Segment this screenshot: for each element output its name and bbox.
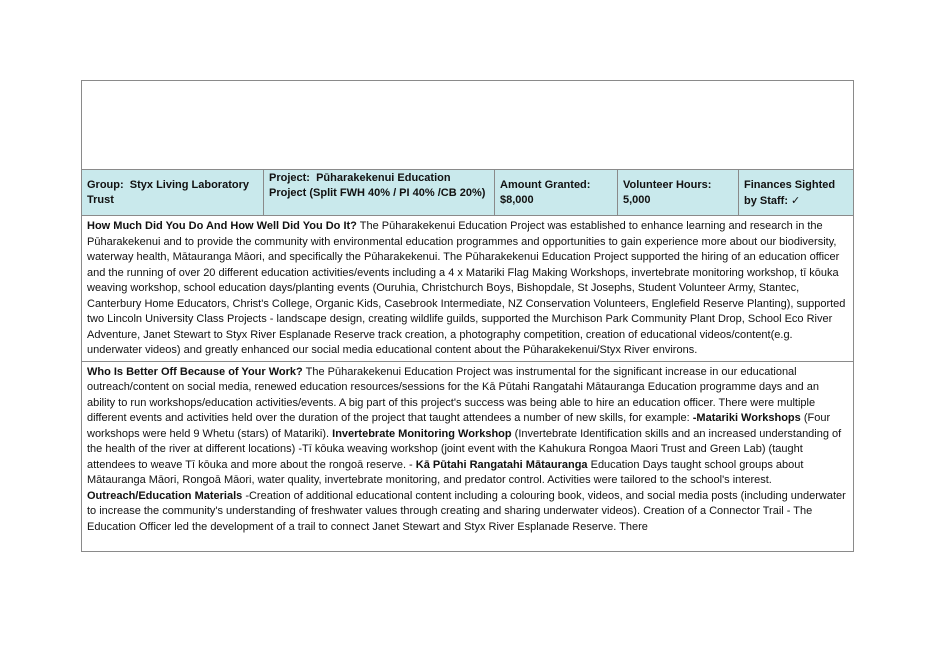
- project-text: Project: Pūharakekenui Education Project (Split FWH 40% / PI 40% /CB 20%): [269, 172, 486, 199]
- how-much-heading: How Much Did You Do And How Well Did You Do It?: [87, 220, 357, 232]
- invertebrate-workshop-label: Invertebrate Monitoring Workshop: [332, 427, 512, 440]
- group-text: Group: Styx Living Laboratory Trust: [87, 179, 249, 206]
- amount-text: Amount Granted: $8,000: [500, 179, 591, 206]
- better-off-text-3: (Invertebrate Identification skills and an increased understanding of the health of the river at different locations) -Tī kōuka weaving workshop (joint event with the Kahukura Rongoa Maori Trust and Green Lab) (taught attendees to weave Tī kōuka and more about the rongoā reserve. -: [87, 427, 842, 471]
- blank-header-area: [82, 81, 853, 170]
- finances-text: Finances Sighted by Staff: ✓: [744, 178, 836, 207]
- amount-cell: [495, 170, 618, 215]
- how-much-section: [82, 216, 853, 362]
- project-cell: [264, 170, 495, 215]
- report-table: [81, 80, 854, 552]
- how-much-text: The Pūharakekenui Education Project was established to enhance learning and research in the Pūharakekenui and to provide the community with environmental education programmes and opportunities to gain experience more about our biodiversity, waterway health, Mātauranga Māori, and specifically the Pūharakekenui. The Pūharakekenui Education Project supported the hiring of an education officer and the running of over 20 different education activities/events including a 4 x Matariki Flag Making Workshops, invertebrate monitoring workshop, tī kōuka weaving workshop, school education days/planting events (Ouruhia, Christchurch Boys, Bishopdale, St Josephs, Student Volunteer Army, Stantec, Canterbury Home Educators, Christ's College, Organic Kids, Casebrook Intermediate, NZ Conservation Volunteers, Englefield Reserve Planting), supported two Lincoln University Class Projects - landscape design, creating wildlife guilds, supported the Murchison Park Community Plant Drop, School Eco River Adventure, Janet Stewart to Styx River Esplanade Reserve track creation, a photography competition, creation of educational videos/content(e.g. underwater videos) and greatly enhanced our social media educational content about the Pūharakekenui/Styx River environs.: [87, 220, 846, 356]
- finances-cell: [739, 170, 853, 215]
- better-off-text-5: -Creation of additional educational content including a colouring book, videos, and social media posts (including underwater to increase the community's understanding of freshwater values through creating and sharing underwater videos). Creation of a Connector Trail - The Education Officer led the development of a trail to connect Janet Stewart and Styx River Esplanade Reserve. There: [87, 489, 846, 533]
- matariki-workshops-label: -Matariki Workshops: [692, 412, 801, 424]
- ka-putahi-label: Kā Pūtahi Rangatahi Mātauranga: [415, 458, 588, 471]
- better-off-section: [82, 362, 853, 538]
- volunteer-cell: [618, 170, 739, 215]
- better-off-text-2: (Four workshops were held 9 Whetu (stars) of Matariki).: [87, 412, 831, 440]
- group-cell: [82, 170, 264, 215]
- better-off-text-1: The Pūharakekenui Education Project was instrumental for the significant increase in our educational outreach/content on social media, renewed education resources/sessions for the Kā Pūtahi Rangatahi Mātauranga Education programme days and an ability to run workshops/education activities/events. A big part of this project's success was being able to hire an education officer. There were multiple different events and activities held over the duration of the project that taught attendees a number of new skills, for example:: [87, 365, 819, 424]
- summary-header-row: [82, 170, 853, 216]
- better-off-heading: Who Is Better Off Because of Your Work?: [87, 365, 303, 378]
- volunteer-text: Volunteer Hours: 5,000: [623, 179, 712, 206]
- outreach-materials-label: Outreach/Education Materials: [87, 489, 243, 502]
- check-icon: ✓: [791, 193, 801, 207]
- better-off-text-4: Education Days taught school groups about Mātauranga Māori, Rongoā Māori, water quality, invertebrate monitoring, and predator control. Activities were tailored to the school's interest.: [87, 458, 804, 486]
